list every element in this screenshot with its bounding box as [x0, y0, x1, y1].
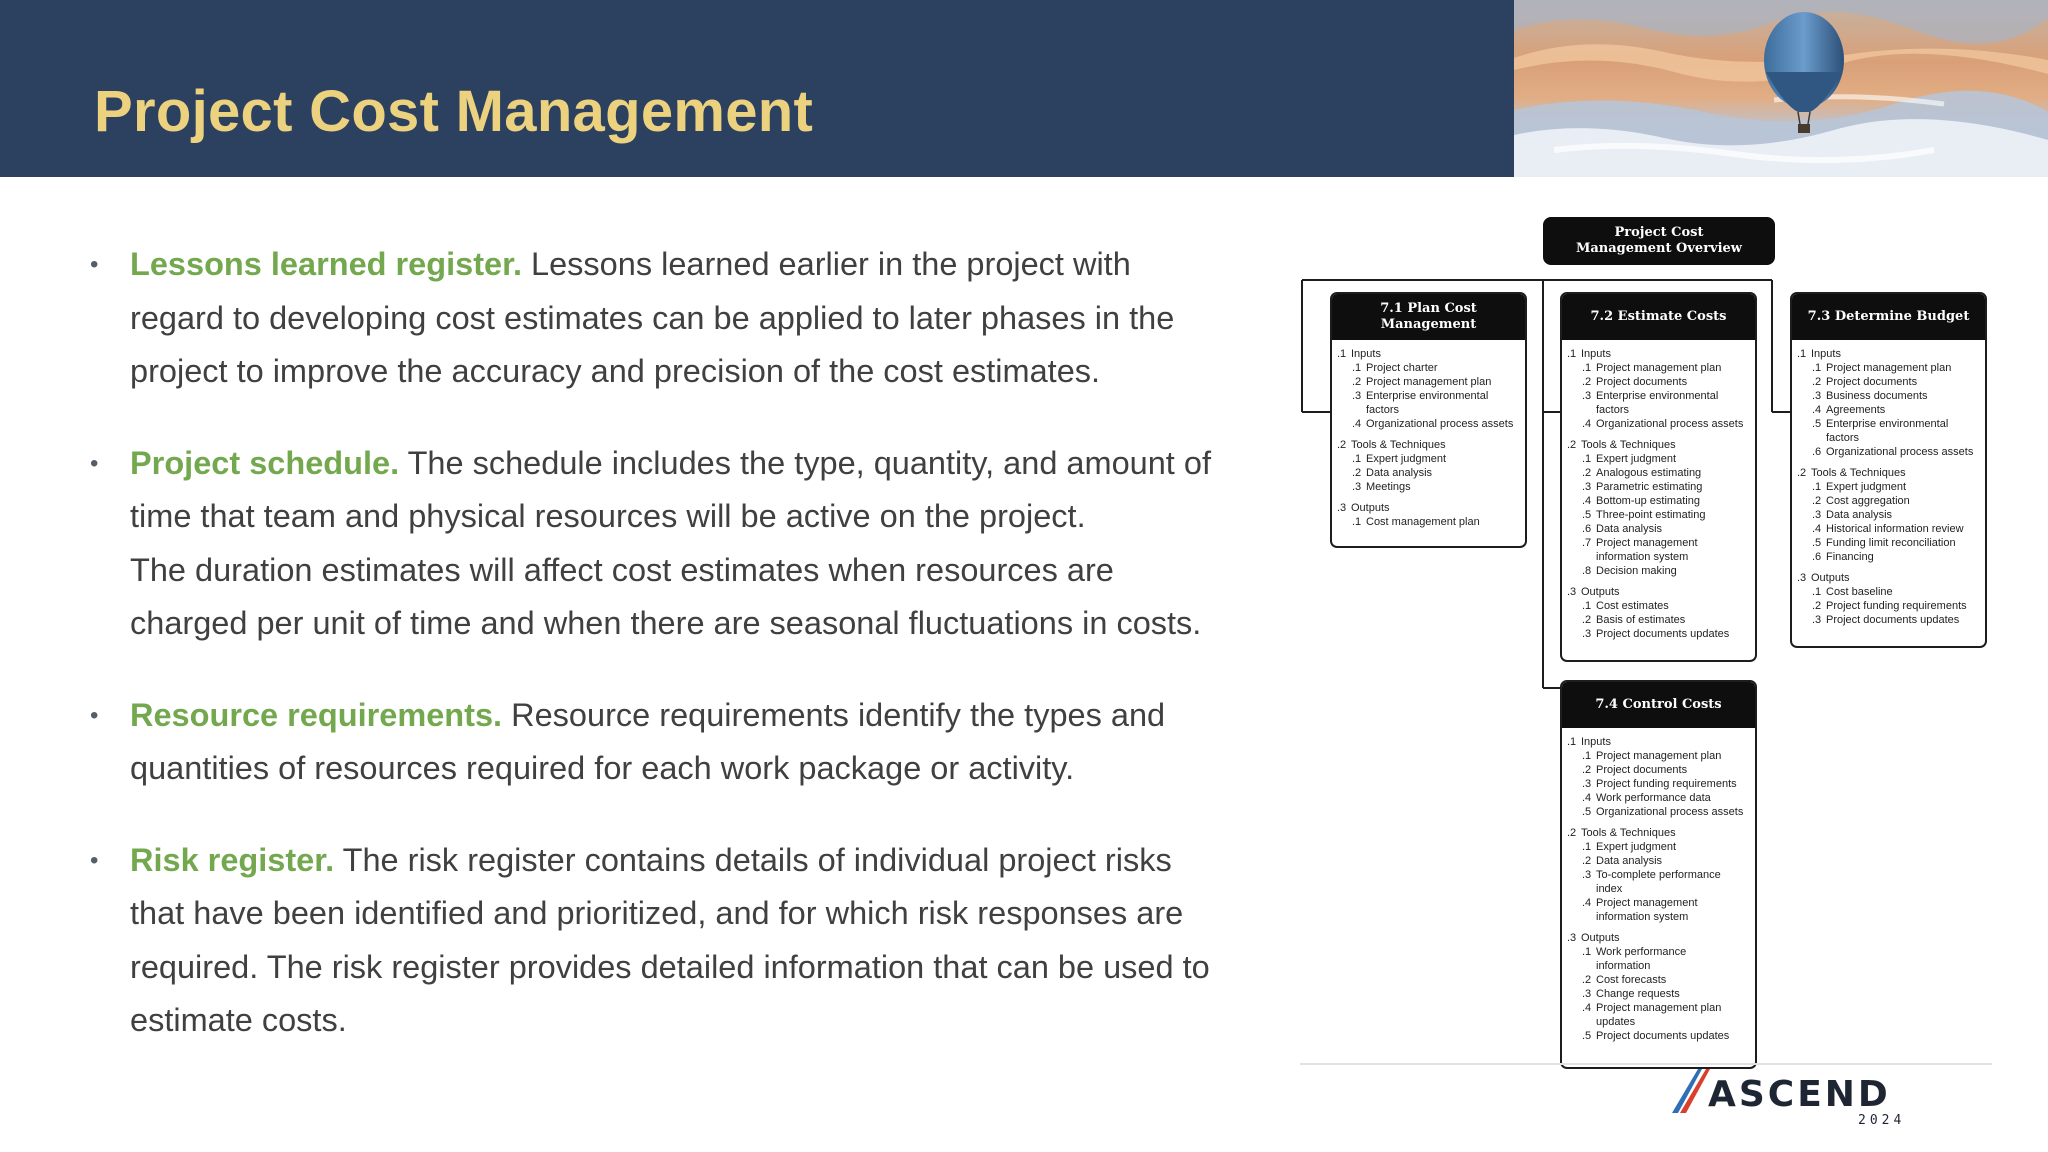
bullet-list — [90, 238, 1290, 1086]
item-number: .1 — [1582, 453, 1592, 465]
process-title: 7.2 Estimate Costs — [1562, 294, 1755, 340]
item-text: Project management plan — [1596, 750, 1722, 762]
bullet-line: The risk register contains details of individual project risks — [342, 841, 1172, 878]
item-text-continued: factors — [1366, 404, 1400, 416]
item-text: Data analysis — [1596, 855, 1663, 867]
process-group — [1567, 826, 1751, 924]
group-number: .2 — [1567, 439, 1577, 451]
group-label — [1797, 466, 1981, 480]
process-group — [1797, 466, 1981, 564]
group-item — [1567, 805, 1751, 819]
item-text: Expert judgment — [1826, 481, 1907, 493]
bullet-risk-register — [90, 834, 1290, 1048]
item-text-continued: updates — [1596, 1016, 1636, 1028]
group-label-text: Inputs — [1581, 348, 1611, 360]
group-item — [1797, 536, 1981, 550]
item-text: Financing — [1826, 551, 1874, 563]
item-number: .6 — [1812, 446, 1822, 458]
item-number: .2 — [1812, 376, 1822, 388]
item-text: Agreements — [1826, 404, 1886, 416]
group-label — [1337, 347, 1521, 361]
item-number: .3 — [1812, 390, 1822, 402]
group-item — [1567, 536, 1751, 550]
process-group — [1567, 438, 1751, 578]
group-item — [1567, 896, 1751, 910]
bullet-line: regard to developing cost estimates can be applied to later phases in the — [130, 299, 1175, 336]
process-box-control-costs — [1560, 680, 1757, 1069]
group-label — [1567, 826, 1751, 840]
item-number: .6 — [1812, 551, 1822, 563]
item-text: Project funding requirements — [1826, 600, 1967, 612]
item-number: .4 — [1812, 404, 1822, 416]
item-text: Expert judgment — [1596, 841, 1677, 853]
item-text: Enterprise environmental — [1366, 390, 1489, 402]
item-text: Expert judgment — [1596, 453, 1677, 465]
group-item — [1797, 480, 1981, 494]
item-text: Data analysis — [1366, 467, 1433, 479]
item-number: .4 — [1582, 897, 1592, 909]
bullet-marker: • — [90, 701, 99, 729]
item-text: Project charter — [1366, 362, 1438, 374]
group-item — [1797, 550, 1981, 564]
process-group — [1567, 931, 1751, 1043]
item-text: Enterprise environmental — [1826, 418, 1949, 430]
process-box-determine-budget — [1790, 292, 1987, 648]
group-item — [1797, 522, 1981, 536]
item-text: Project management plan — [1596, 1002, 1722, 1014]
item-text-continued: factors — [1596, 404, 1630, 416]
bullet-line: estimate costs. — [130, 1002, 347, 1038]
group-item — [1797, 613, 1981, 627]
item-number: .3 — [1352, 481, 1362, 493]
item-text-continued: information system — [1596, 551, 1689, 563]
bullet-resource-requirements — [90, 689, 1290, 796]
group-item — [1337, 375, 1521, 389]
group-item — [1567, 417, 1751, 431]
item-text: Organizational process assets — [1366, 418, 1514, 430]
process-group — [1797, 571, 1981, 627]
group-number: .1 — [1567, 348, 1577, 360]
process-group — [1337, 347, 1521, 431]
group-item — [1797, 389, 1981, 403]
item-number: .3 — [1582, 988, 1592, 1000]
item-text-continued: index — [1596, 883, 1623, 895]
slide-title: Project Cost Management — [94, 79, 814, 144]
process-box-plan-cost-management — [1330, 292, 1527, 548]
item-text: Cost management plan — [1366, 516, 1480, 528]
item-number: .2 — [1582, 974, 1592, 986]
group-item — [1337, 480, 1521, 494]
item-text: Parametric estimating — [1596, 481, 1703, 493]
group-number: .1 — [1567, 736, 1577, 748]
group-number: .3 — [1567, 586, 1577, 598]
process-box-estimate-costs — [1560, 292, 1757, 662]
group-item — [1567, 480, 1751, 494]
item-number: .5 — [1582, 509, 1592, 521]
item-text: Project management plan — [1826, 362, 1952, 374]
group-label-text: Tools & Techniques — [1581, 439, 1676, 451]
item-number: .1 — [1812, 586, 1822, 598]
bullet-term: Risk register. — [130, 841, 335, 878]
item-number: .3 — [1582, 481, 1592, 493]
item-number: .1 — [1352, 362, 1362, 374]
group-number: .2 — [1567, 827, 1577, 839]
bullet-line: charged per unit of time and when there are seasonal fluctuations in costs. — [130, 605, 1202, 641]
item-number: .3 — [1812, 614, 1822, 626]
group-number: .1 — [1337, 348, 1347, 360]
item-text: Funding limit reconciliation — [1826, 537, 1956, 549]
group-label — [1567, 931, 1751, 945]
group-item — [1337, 466, 1521, 480]
group-number: .3 — [1567, 932, 1577, 944]
group-label — [1567, 735, 1751, 749]
group-item — [1797, 585, 1981, 599]
item-text: Project management — [1596, 897, 1698, 909]
group-label-text: Outputs — [1351, 502, 1390, 514]
group-item — [1567, 564, 1751, 578]
group-item — [1567, 1001, 1751, 1015]
item-number: .2 — [1582, 467, 1592, 479]
group-label-text: Outputs — [1581, 932, 1620, 944]
group-item — [1567, 840, 1751, 854]
bullet-term: Lessons learned register. — [130, 246, 522, 282]
item-number: .4 — [1582, 792, 1592, 804]
logo-year: 2024 — [1858, 1113, 1906, 1128]
group-item — [1797, 599, 1981, 613]
item-number: .2 — [1582, 764, 1592, 776]
item-text: Data analysis — [1826, 509, 1893, 521]
item-number: .1 — [1352, 453, 1362, 465]
group-label-text: Tools & Techniques — [1811, 467, 1906, 479]
item-number: .8 — [1582, 565, 1592, 577]
title-banner — [0, 0, 1514, 177]
group-item — [1567, 854, 1751, 868]
bullet-marker: • — [90, 846, 99, 874]
item-text: Cost forecasts — [1596, 974, 1667, 986]
item-text: Change requests — [1596, 988, 1680, 1000]
item-text: Expert judgment — [1366, 453, 1447, 465]
group-item — [1567, 613, 1751, 627]
item-text: Organizational process assets — [1826, 446, 1974, 458]
item-number: .6 — [1582, 523, 1592, 535]
item-text: Business documents — [1826, 390, 1928, 402]
item-text: Work performance data — [1596, 792, 1711, 804]
item-text: Cost aggregation — [1826, 495, 1910, 507]
item-text: Work performance — [1596, 946, 1687, 958]
group-label — [1567, 438, 1751, 452]
group-item — [1567, 466, 1751, 480]
process-group — [1337, 438, 1521, 494]
item-text: Project management plan — [1596, 362, 1722, 374]
process-group — [1797, 347, 1981, 459]
group-item — [1567, 452, 1751, 466]
item-number: .5 — [1582, 1030, 1592, 1042]
process-title: 7.1 Plan Cost Management — [1332, 294, 1525, 340]
group-item — [1337, 452, 1521, 466]
item-number: .4 — [1582, 495, 1592, 507]
group-label — [1797, 571, 1981, 585]
item-text: Project documents updates — [1596, 628, 1730, 640]
item-text: To-complete performance — [1596, 869, 1721, 881]
item-text: Project documents updates — [1826, 614, 1960, 626]
bullet-line: Lessons learned earlier in the project with — [531, 246, 1131, 282]
item-number: .4 — [1582, 1002, 1592, 1014]
ascend-logo — [1672, 1062, 1912, 1128]
item-text: Cost baseline — [1826, 586, 1893, 598]
bullet-term: Resource requirements. — [130, 696, 503, 733]
group-item — [1567, 868, 1751, 882]
group-label — [1337, 438, 1521, 452]
item-text: Enterprise environmental — [1596, 390, 1719, 402]
group-item — [1567, 361, 1751, 375]
item-number: .2 — [1582, 376, 1592, 388]
item-number: .3 — [1812, 509, 1822, 521]
group-label-text: Tools & Techniques — [1351, 439, 1446, 451]
item-number: .7 — [1582, 537, 1592, 549]
item-text: Historical information review — [1826, 523, 1964, 535]
group-number: .2 — [1797, 467, 1807, 479]
cost-management-overview-diagram — [1290, 210, 2020, 1070]
item-text-continued: information system — [1596, 911, 1689, 923]
item-text: Organizational process assets — [1596, 806, 1744, 818]
bullet-line: project to improve the accuracy and precision of the cost estimates. — [130, 353, 1101, 389]
group-number: .3 — [1797, 572, 1807, 584]
item-number: .1 — [1812, 481, 1822, 493]
item-text: Project documents updates — [1596, 1030, 1730, 1042]
group-item — [1337, 515, 1521, 529]
item-number: .2 — [1352, 467, 1362, 479]
item-text: Data analysis — [1596, 523, 1663, 535]
group-item — [1567, 791, 1751, 805]
group-label-text: Inputs — [1581, 736, 1611, 748]
group-item — [1567, 777, 1751, 791]
item-text-continued: factors — [1826, 432, 1860, 444]
item-text: Project documents — [1826, 376, 1918, 388]
diagram-overview-title: Project Cost Management Overview — [1543, 217, 1775, 265]
bullet-line: quantities of resources required for each work package or activity. — [130, 750, 1075, 786]
item-text: Project funding requirements — [1596, 778, 1737, 790]
group-item — [1567, 749, 1751, 763]
item-number: .3 — [1582, 390, 1592, 402]
bullet-marker: • — [90, 449, 99, 477]
group-label-text: Outputs — [1581, 586, 1620, 598]
item-number: .4 — [1352, 418, 1362, 430]
item-number: .5 — [1812, 418, 1822, 430]
group-item — [1567, 599, 1751, 613]
group-item — [1567, 945, 1751, 959]
item-number: .2 — [1582, 614, 1592, 626]
process-group — [1567, 347, 1751, 431]
group-label — [1567, 585, 1751, 599]
item-number: .1 — [1582, 750, 1592, 762]
bullet-line: Resource requirements identify the types and — [511, 696, 1166, 733]
item-text: Analogous estimating — [1596, 467, 1702, 479]
group-item — [1337, 389, 1521, 403]
bullet-line: The duration estimates will affect cost estimates when resources are — [130, 551, 1114, 588]
item-text: Cost estimates — [1596, 600, 1669, 612]
group-item — [1567, 508, 1751, 522]
item-text: Bottom-up estimating — [1596, 495, 1700, 507]
group-item — [1337, 417, 1521, 431]
group-number: .3 — [1337, 502, 1347, 514]
bullet-project-schedule — [90, 437, 1290, 651]
item-text: Decision making — [1596, 565, 1677, 577]
bullet-lessons-learned — [90, 238, 1290, 399]
item-number: .1 — [1582, 362, 1592, 374]
group-item — [1567, 375, 1751, 389]
item-number: .2 — [1812, 600, 1822, 612]
process-group — [1567, 735, 1751, 819]
item-text: Organizational process assets — [1596, 418, 1744, 430]
group-item — [1567, 389, 1751, 403]
process-group — [1567, 585, 1751, 641]
bullet-marker: • — [90, 251, 99, 278]
bullet-line: time that team and physical resources will be active on the project. — [130, 498, 1086, 534]
item-number: .5 — [1812, 537, 1822, 549]
group-label — [1567, 347, 1751, 361]
group-item — [1567, 987, 1751, 1001]
group-number: .2 — [1337, 439, 1347, 451]
item-number: .3 — [1582, 628, 1592, 640]
group-item — [1567, 522, 1751, 536]
item-text: Meetings — [1366, 481, 1411, 493]
bullet-line: that have been identified and prioritized, and for which risk responses are — [130, 895, 1184, 931]
item-number: .3 — [1582, 778, 1592, 790]
group-label — [1337, 501, 1521, 515]
item-text: Project management — [1596, 537, 1698, 549]
group-number: .1 — [1797, 348, 1807, 360]
group-item — [1567, 494, 1751, 508]
group-item — [1797, 508, 1981, 522]
item-number: .2 — [1582, 855, 1592, 867]
bullet-line: The schedule includes the type, quantity, and amount of — [407, 444, 1211, 481]
process-title: 7.3 Determine Budget — [1792, 294, 1985, 340]
item-number: .2 — [1352, 376, 1362, 388]
group-item — [1797, 417, 1981, 431]
bullet-term: Project schedule. — [130, 444, 400, 481]
group-label — [1797, 347, 1981, 361]
item-text: Project documents — [1596, 764, 1688, 776]
group-item — [1797, 403, 1981, 417]
item-number: .1 — [1812, 362, 1822, 374]
group-item — [1567, 627, 1751, 641]
group-item — [1337, 361, 1521, 375]
item-text: Project management plan — [1366, 376, 1492, 388]
item-number: .1 — [1582, 600, 1592, 612]
group-label-text: Inputs — [1351, 348, 1381, 360]
group-label-text: Inputs — [1811, 348, 1841, 360]
item-text-continued: information — [1596, 960, 1651, 972]
group-item — [1567, 973, 1751, 987]
item-number: .4 — [1812, 523, 1822, 535]
item-number: .1 — [1582, 841, 1592, 853]
item-text: Basis of estimates — [1596, 614, 1686, 626]
item-number: .3 — [1582, 869, 1592, 881]
item-number: .1 — [1582, 946, 1592, 958]
group-item — [1567, 1029, 1751, 1043]
process-group — [1337, 501, 1521, 529]
logo-wordmark: ASCEND — [1708, 1074, 1891, 1115]
item-number: .3 — [1352, 390, 1362, 402]
group-item — [1567, 763, 1751, 777]
group-item — [1797, 375, 1981, 389]
group-item — [1797, 361, 1981, 375]
item-number: .5 — [1582, 806, 1592, 818]
hot-air-balloon-photo — [1514, 0, 2048, 177]
item-text: Three-point estimating — [1596, 509, 1706, 521]
process-title: 7.4 Control Costs — [1562, 682, 1755, 728]
item-number: .2 — [1812, 495, 1822, 507]
bullet-line: required. The risk register provides detailed information that can be used to — [130, 948, 1210, 985]
item-number: .1 — [1352, 516, 1362, 528]
item-number: .4 — [1582, 418, 1592, 430]
group-label-text: Tools & Techniques — [1581, 827, 1676, 839]
group-item — [1797, 494, 1981, 508]
group-item — [1797, 445, 1981, 459]
item-text: Project documents — [1596, 376, 1688, 388]
group-label-text: Outputs — [1811, 572, 1850, 584]
